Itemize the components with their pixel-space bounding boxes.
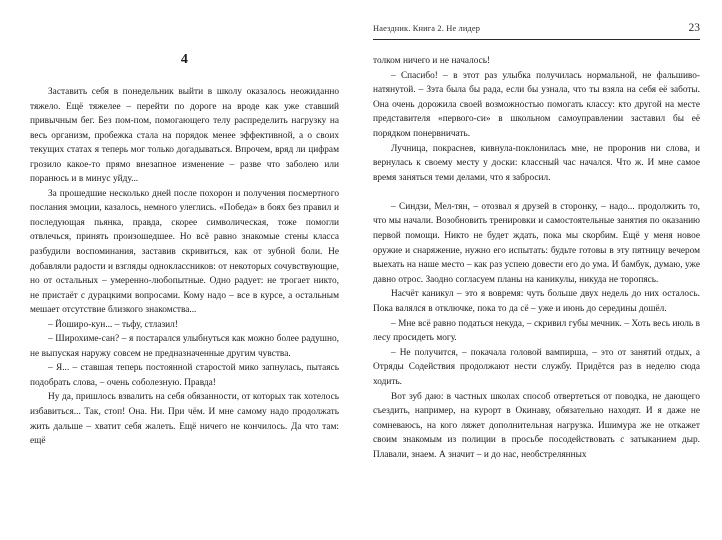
paragraph: – Мне всё равно податься некуда, – скривил губы мечник. – Хоть весь июль в лесу просидеть могу. (373, 318, 700, 344)
paragraph: – Я... – ставшая теперь постоянной старостой мико запнулась, пытаясь подобрать слова, – очень соболезную. Правда! (30, 363, 339, 388)
page-number: 23 (688, 22, 700, 34)
paragraph: Заставить себя в понедельник выйти в школу оказалось неожиданно тяжело. Ещё тяжелее – перейти по дороге на вроде как уже ставший привычным бег. Без пом-пом, помогающего телу распределить нагрузку на весь организм, пробежка стала на порядок менее эффективной, а о своих текущих статах я теперь мог только догадываться. Впрочем, вряд ли цифрам грозило какое-то прямо внезапное изменение – разве что заболею или поранюсь и в минус уйду... (30, 87, 339, 185)
paragraph: толком ничего и не началось! (373, 56, 491, 66)
chapter-number: 4 (180, 52, 189, 67)
right-page-body (373, 54, 700, 463)
paragraph: – Йоширо-кун... – тьфу, стлазил! (48, 319, 178, 330)
running-head-title: Наездник. Книга 2. Не лидер (373, 24, 481, 33)
running-head (373, 22, 700, 40)
paragraph: За прошедшие несколько дней после похорон и получения посмертного послания эмоции, казалось, немного улеглись. «Победа» в боях без правил и последующая пьянка, правда, скорее символическая, тоже помогли отвлечься, принять произошедшее. Но всё равно знакомые стены класса разбудили воспоминания, заставив скривиться, как от зубной боли. Не добавляли радости и взгляды одноклассников: от некоторых сочувствующие, но от остальных – умеренно-любопытные. Одно радует: не трогает никто, не пристаёт с дурацкими вопросами. Кому надо – все в курсе, а остальным мешает отсутствие близкого знакомства... (30, 188, 339, 316)
left-page-body (30, 85, 339, 449)
paragraph: Лучница, покраснев, кивнула-поклонилась мне, не проронив ни слова, и вернулась к своему месту у доски: классный час начался. Что ж. И мне самое время заняться теми делами, что я забросил. (373, 143, 700, 183)
paragraph: Вот зуб даю: в частных школах способ отвертеться от поводка, не дающего съездить, например, на курорт в Окинаву, обязательно находят. И я даже не сомневаюсь, на кого ляжет дополнительная нагрузка. Ишимура же не откажет своим знакомым из полиции в просьбе посодействовать с затыканием дыр. Плавали, знаем. А значит – и до нас, необстрелянных (373, 391, 700, 460)
paragraph: – Спасибо! – в этот раз улыбка получилась нормальной, не фальшиво-натянутой. – Зэта была бы рада, если бы узнала, что ты взяла на себя её заботы. Она очень дорожила своей возможностью помогать классу: кто другой на месте представителя «первого-си» в школьном самоуправлении заставил бы её порядком понервничать. (373, 70, 700, 139)
paragraph: – Синдзи, Мел-тян, – отозвал я друзей в сторонку, – надо... продолжить то, что мы начали. Возобновить тренировки и самостоятельные занятия по оказанию первой помощи. Никто не будет ждать, пока мы скорбим. Ещё у меня новое оружие и снаряжение, нужно его испытать: будьте готовы в эту пятницу вечером выехать на наше место – как раз успею довести его до ума. И бамбук, думаю, уже давно отрос. Заодно согласуем планы на каникулы, никуда не торопясь. (373, 201, 700, 285)
paragraph: Ну да, пришлось взвалить на себя обязанности, от которых так хотелось избавиться... Так, стоп! Она. Ни. При чём. И мне самому надо продолжать жить дальше – хватит себя жалеть. Ещё ничего не кончилось. Да что там: ещё (30, 392, 339, 447)
paragraph: Насчёт каникул – это я вовремя: чуть больше двух недель до них осталось. Пока валялся в отключке, пока то да сё – уже и июнь до середины дошёл. (373, 289, 700, 315)
right-page (361, 0, 722, 540)
paragraph: – Не получится, – покачала головой вампирша, – это от занятий отдых, а Отряды Содействия продолжают нести службу. Придётся раз в неделю сюда ходить. (373, 347, 700, 388)
paragraph: – Широхиме-сан? – я постарался улыбнуться как можно более радушно, не выпуская наружу совсем не предназначенные другим чувства. (30, 334, 339, 359)
